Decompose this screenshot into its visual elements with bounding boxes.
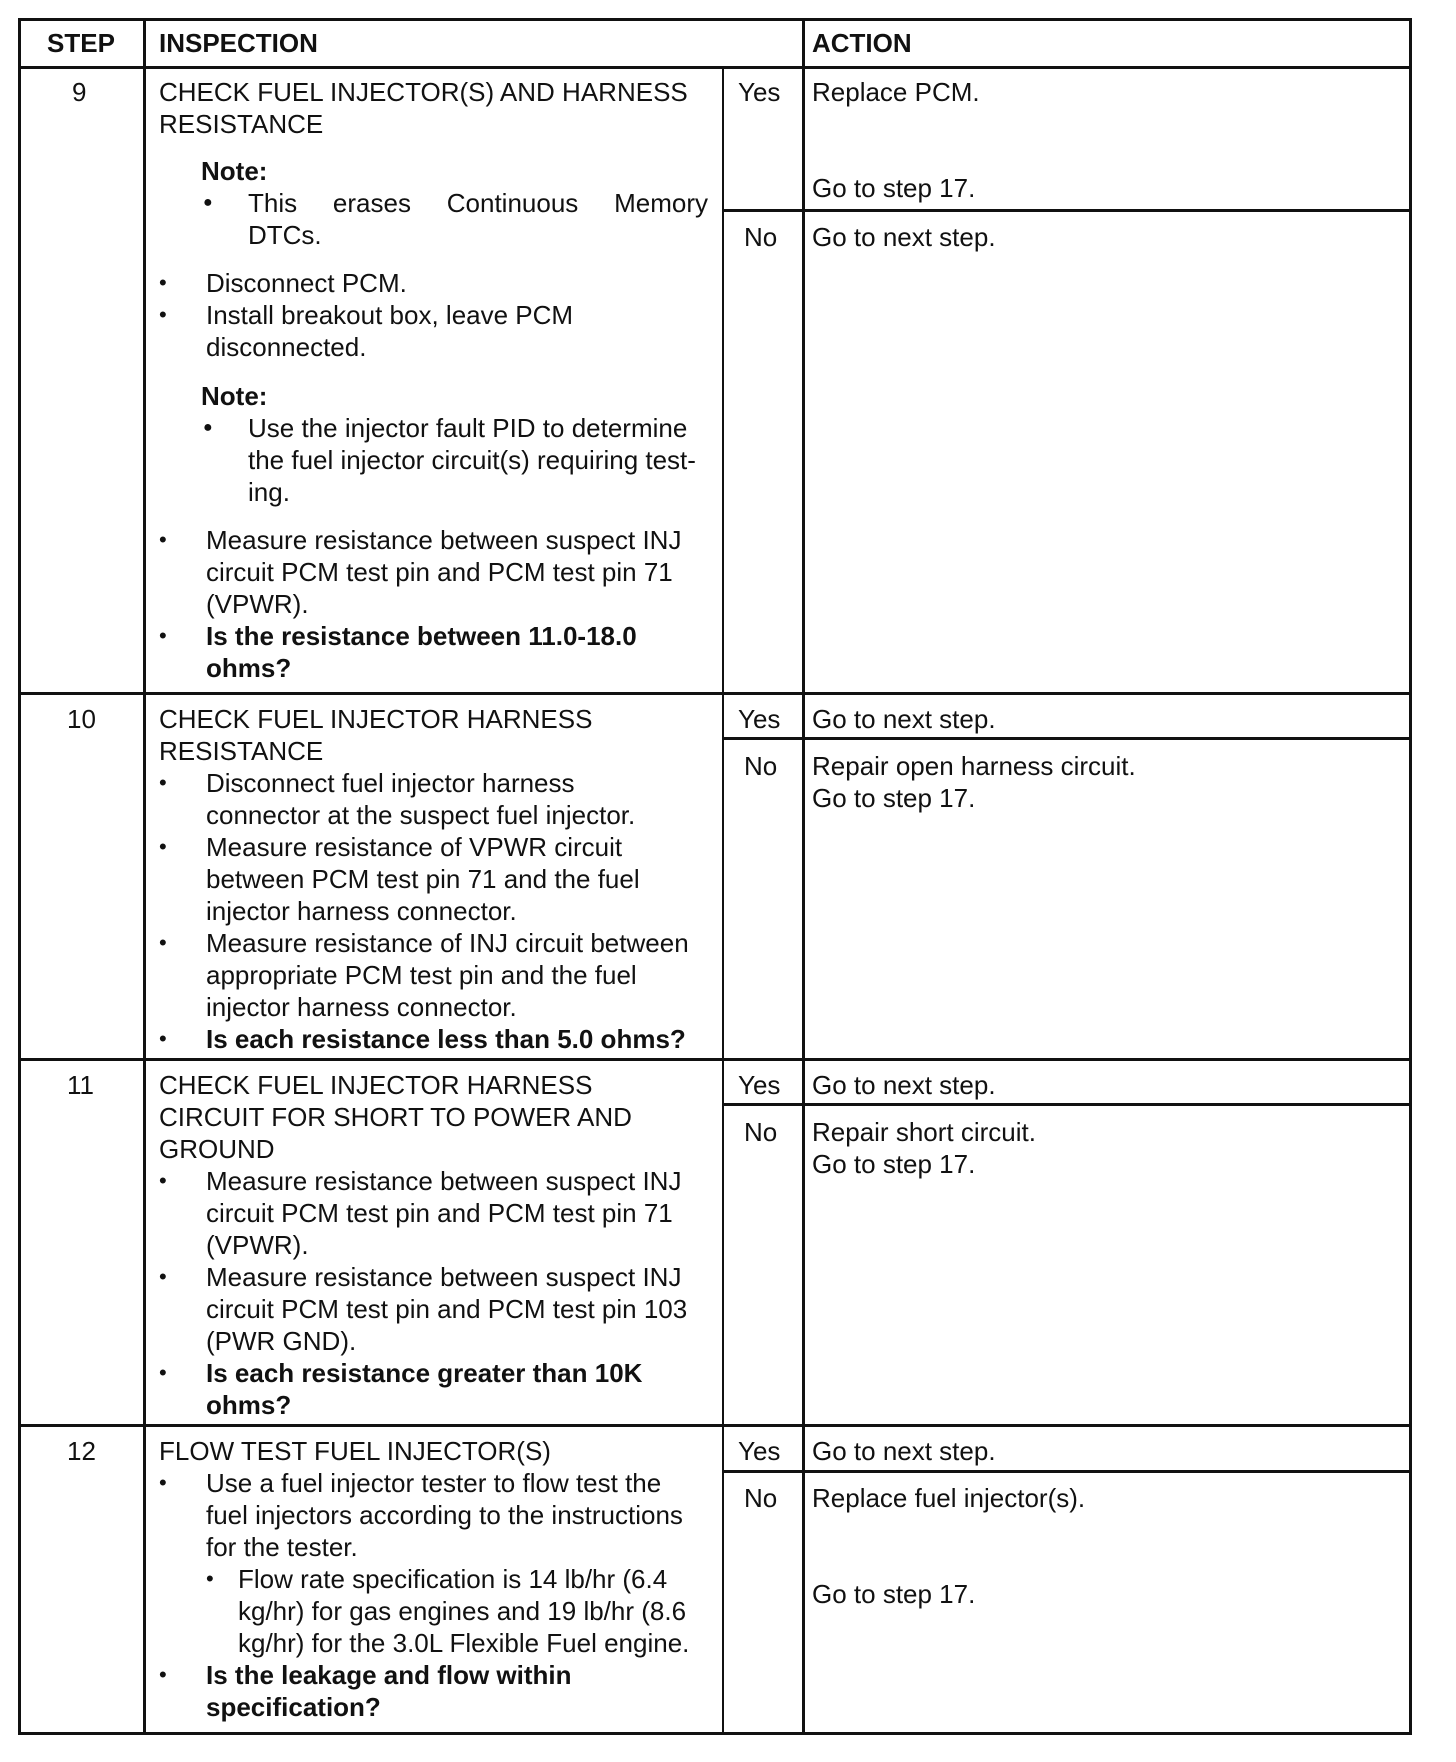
step9-bullet-icon-4: • (159, 623, 167, 648)
yesno-separator-11 (722, 1103, 1412, 1106)
step10-title-line2: RESISTANCE (159, 736, 324, 766)
step12-sub-bullet-icon: • (206, 1566, 214, 1591)
step10-bullet2-line1: Measure resistance of VPWR circuit (206, 832, 623, 862)
step9-title-line1: CHECK FUEL INJECTOR(S) AND HARNESS (159, 77, 688, 107)
step10-title-line1: CHECK FUEL INJECTOR HARNESS (159, 704, 593, 734)
step9-yes-label: Yes (738, 77, 781, 107)
step12-bullet-icon-2: • (159, 1662, 167, 1687)
step9-title-line2: RESISTANCE (159, 109, 324, 139)
step11-title-line3: GROUND (159, 1134, 275, 1164)
step12-no-action-2: Go to step 17. (812, 1579, 976, 1609)
step10-no-label: No (744, 751, 778, 781)
step11-bullet1-line2: circuit PCM test pin and PCM test pin 71 (206, 1198, 673, 1228)
step9-no-action-1: Go to next step. (812, 222, 996, 252)
step12-no-action-1: Replace fuel injector(s). (812, 1483, 1086, 1513)
step9-note1-line2: DTCs. (248, 220, 322, 250)
step11-no-label: No (744, 1117, 778, 1147)
col-divider-yesno (722, 68, 724, 1733)
step12-title-line1: FLOW TEST FUEL INJECTOR(S) (159, 1436, 551, 1466)
step9-bullet-icon-3: • (159, 527, 167, 552)
col-divider-step (143, 18, 146, 1735)
yesno-separator-9 (722, 209, 1412, 212)
step11-title-line2: CIRCUIT FOR SHORT TO POWER AND (159, 1102, 632, 1132)
step9-bullet2-line1: Install breakout box, leave PCM (206, 300, 574, 330)
step9-note2-line1: Use the injector fault PID to determine (248, 413, 688, 443)
step12-no-label: No (744, 1483, 778, 1513)
row-separator-10-11 (18, 1058, 1412, 1061)
step9-note2-label: Note: (201, 381, 268, 411)
step12-yes-action-1: Go to next step. (812, 1436, 996, 1466)
step12-sub-bullet-line1: Flow rate specification is 14 lb/hr (6.4 (238, 1564, 668, 1594)
step9-note1-line1: This erases Continuous Memory (248, 188, 708, 218)
step11-yes-action-1: Go to next step. (812, 1070, 996, 1100)
yesno-separator-12 (722, 1470, 1412, 1473)
step9-bullet3-line2: circuit PCM test pin and PCM test pin 71 (206, 557, 673, 587)
row-separator-9-10 (18, 692, 1412, 695)
step10-bullet1-line1: Disconnect fuel injector harness (206, 768, 575, 798)
table-border-right (1409, 18, 1412, 1735)
step12-bullet1-line1: Use a fuel injector tester to flow test the (206, 1468, 662, 1498)
step11-bullet1-line3: (VPWR). (206, 1230, 309, 1260)
step10-yes-action-1: Go to next step. (812, 704, 996, 734)
step-number-9: 9 (72, 77, 87, 107)
table-border-left (18, 18, 21, 1735)
step10-yes-label: Yes (738, 704, 781, 734)
step9-note1-label: Note: (201, 156, 268, 186)
step11-yes-label: Yes (738, 1070, 781, 1100)
step11-no-action-1: Repair short circuit. (812, 1117, 1036, 1147)
header-separator (18, 66, 1412, 69)
step10-no-action-1: Repair open harness circuit. (812, 751, 1136, 781)
step9-bullet3-line1: Measure resistance between suspect INJ (206, 525, 682, 555)
step11-bullet2-line1: Measure resistance between suspect INJ (206, 1262, 682, 1292)
step9-yes-action-2: Go to step 17. (812, 173, 976, 203)
step10-bullet-icon-2: • (159, 834, 167, 859)
step9-yes-action-1: Replace PCM. (812, 77, 980, 107)
step9-question-line1: Is the resistance between 11.0-18.0 (206, 621, 637, 651)
step12-yes-label: Yes (738, 1436, 781, 1466)
step11-question-line2: ohms? (206, 1390, 292, 1420)
step12-sub-bullet-line3: kg/hr) for the 3.0L Flexible Fuel engine. (238, 1628, 690, 1658)
step10-bullet2-line3: injector harness connector. (206, 896, 517, 926)
step10-bullet-icon-3: • (159, 930, 167, 955)
step11-bullet-icon-3: • (159, 1360, 167, 1385)
step12-bullet1-line3: for the tester. (206, 1532, 358, 1562)
header-step: STEP (47, 28, 115, 58)
step12-question-line1: Is the leakage and flow within (206, 1660, 572, 1690)
step9-note2-line2: the fuel injector circuit(s) requiring test- (248, 445, 696, 475)
step9-note2-bullet-icon: ● (203, 419, 213, 436)
step10-bullet3-line1: Measure resistance of INJ circuit between (206, 928, 689, 958)
step11-question-line1: Is each resistance greater than 10K (206, 1358, 643, 1388)
step12-question-line2: specification? (206, 1692, 381, 1722)
table-border-bottom (18, 1732, 1412, 1735)
step9-bullet-icon-1: • (159, 270, 167, 295)
step9-no-label: No (744, 222, 778, 252)
step10-question-line1: Is each resistance less than 5.0 ohms? (206, 1024, 686, 1054)
header-inspection: INSPECTION (159, 28, 318, 58)
col-divider-action (802, 18, 805, 1735)
yesno-separator-10 (722, 737, 1412, 740)
step9-bullet3-line3: (VPWR). (206, 589, 309, 619)
step11-bullet-icon-2: • (159, 1264, 167, 1289)
step-number-10: 10 (67, 704, 96, 734)
header-action: ACTION (812, 28, 912, 58)
step10-bullet3-line3: injector harness connector. (206, 992, 517, 1022)
step-number-11: 11 (67, 1070, 94, 1100)
step10-bullet-icon-4: • (159, 1026, 167, 1051)
step10-bullet1-line2: connector at the suspect fuel injector. (206, 800, 636, 830)
step10-bullet3-line2: appropriate PCM test pin and the fuel (206, 960, 637, 990)
step9-note2-line3: ing. (248, 477, 290, 507)
step9-bullet2-line2: disconnected. (206, 332, 367, 362)
step11-bullet2-line3: (PWR GND). (206, 1326, 357, 1356)
step-number-12: 12 (67, 1436, 96, 1466)
step11-bullet-icon-1: • (159, 1168, 167, 1193)
step12-bullet1-line2: fuel injectors according to the instructions (206, 1500, 683, 1530)
step10-no-action-2: Go to step 17. (812, 783, 976, 813)
step12-sub-bullet-line2: kg/hr) for gas engines and 19 lb/hr (8.6 (238, 1596, 687, 1626)
step9-bullet-icon-2: • (159, 302, 167, 327)
step11-no-action-2: Go to step 17. (812, 1149, 976, 1179)
table-border-top (18, 18, 1412, 21)
step9-note1-bullet-icon: ● (203, 194, 213, 211)
step9-bullet1-line1: Disconnect PCM. (206, 268, 407, 298)
step11-bullet2-line2: circuit PCM test pin and PCM test pin 103 (206, 1294, 688, 1324)
step10-bullet-icon-1: • (159, 770, 167, 795)
step10-bullet2-line2: between PCM test pin 71 and the fuel (206, 864, 640, 894)
step11-title-line1: CHECK FUEL INJECTOR HARNESS (159, 1070, 593, 1100)
step9-question-line2: ohms? (206, 653, 292, 683)
step11-bullet1-line1: Measure resistance between suspect INJ (206, 1166, 682, 1196)
step12-bullet-icon-1: • (159, 1470, 167, 1495)
row-separator-11-12 (18, 1424, 1412, 1427)
